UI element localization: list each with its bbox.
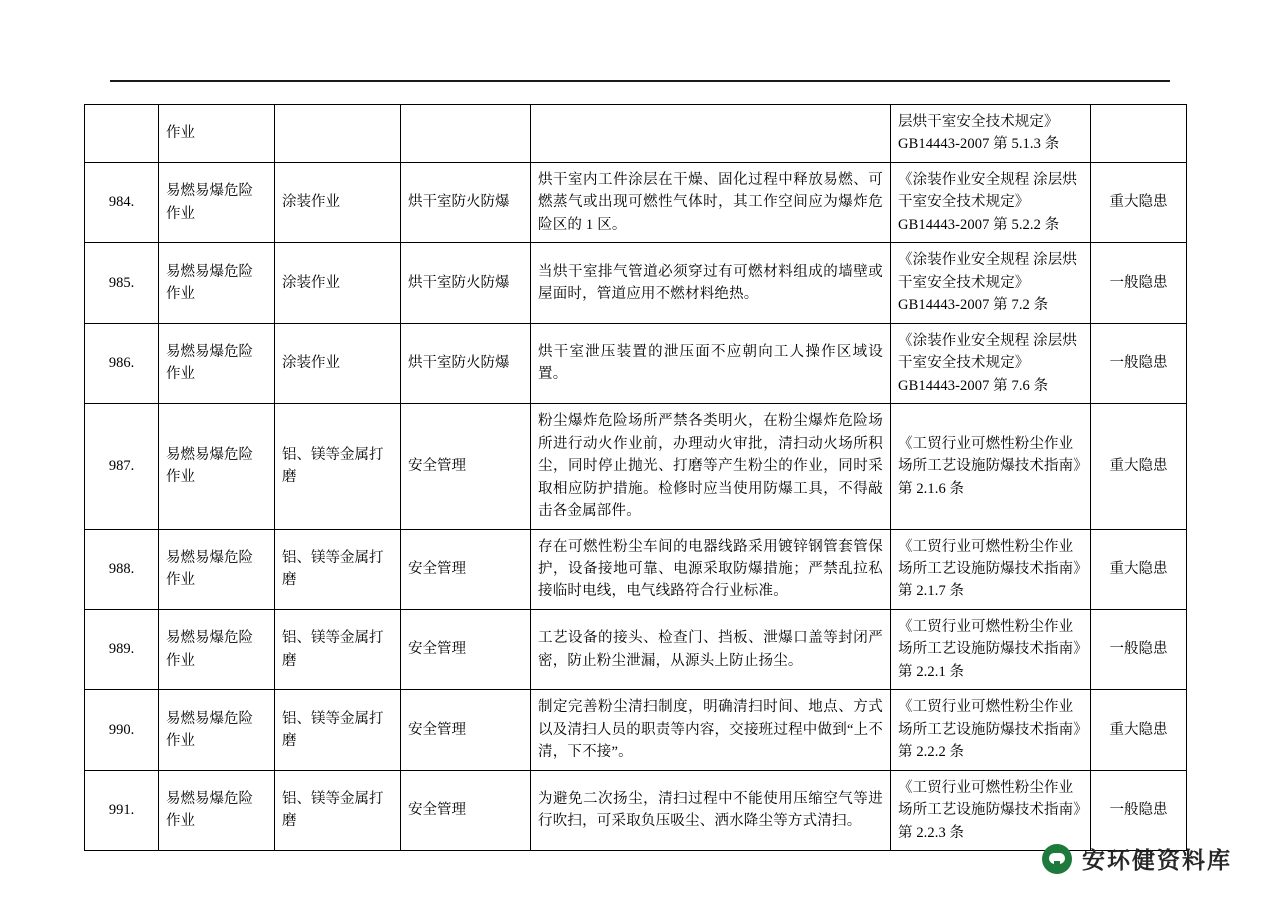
hazard-table-container <box>84 104 1186 851</box>
header-divider <box>110 80 1170 82</box>
cell-description <box>531 105 891 163</box>
cell-category: 易燃易爆危险作业 <box>159 243 275 323</box>
cell-level: 重大隐患 <box>1091 404 1187 529</box>
cell-category: 易燃易爆危险作业 <box>159 162 275 242</box>
cell-activity: 铝、镁等金属打磨 <box>275 609 401 689</box>
cell-category: 易燃易爆危险作业 <box>159 690 275 770</box>
cell-level: 一般隐患 <box>1091 323 1187 403</box>
cell-description: 烘干室泄压装置的泄压面不应朝向工人操作区域设置。 <box>531 323 891 403</box>
cell-number: 991. <box>85 770 159 850</box>
table-row <box>85 690 1187 770</box>
cell-level: 重大隐患 <box>1091 529 1187 609</box>
cell-description: 工艺设备的接头、检查门、挡板、泄爆口盖等封闭严密，防止粉尘泄漏，从源头上防止扬尘。 <box>531 609 891 689</box>
cell-category: 易燃易爆危险作业 <box>159 529 275 609</box>
cell-activity <box>275 105 401 163</box>
cell-activity: 涂装作业 <box>275 323 401 403</box>
cell-number: 984. <box>85 162 159 242</box>
cell-item: 安全管理 <box>401 404 531 529</box>
table-row <box>85 105 1187 163</box>
cell-number <box>85 105 159 163</box>
cell-description: 为避免二次扬尘，清扫过程中不能使用压缩空气等进行吹扫，可采取负压吸尘、洒水降尘等方式清扫。 <box>531 770 891 850</box>
cell-description: 存在可燃性粉尘车间的电器线路采用镀锌钢管套管保护，设备接地可靠、电源采取防爆措施；严禁乱拉私接临时电线，电气线路符合行业标准。 <box>531 529 891 609</box>
cell-category: 易燃易爆危险作业 <box>159 770 275 850</box>
cell-category: 易燃易爆危险作业 <box>159 323 275 403</box>
cell-level: 重大隐患 <box>1091 690 1187 770</box>
cell-description: 当烘干室排气管道必须穿过有可燃材料组成的墙壁或屋面时，管道应用不燃材料绝热。 <box>531 243 891 323</box>
cell-basis: 《工贸行业可燃性粉尘作业场所工艺设施防爆技术指南》第 2.2.1 条 <box>891 609 1091 689</box>
cell-activity: 铝、镁等金属打磨 <box>275 770 401 850</box>
cell-basis: 《工贸行业可燃性粉尘作业场所工艺设施防爆技术指南》第 2.1.7 条 <box>891 529 1091 609</box>
cell-number: 988. <box>85 529 159 609</box>
cell-description: 烘干室内工件涂层在干燥、固化过程中释放易燃、可燃蒸气或出现可燃性气体时，其工作空间应为爆炸危险区的 1 区。 <box>531 162 891 242</box>
cell-level: 一般隐患 <box>1091 609 1187 689</box>
cell-description: 制定完善粉尘清扫制度，明确清扫时间、地点、方式以及清扫人员的职责等内容，交接班过程中做到“上不清，下不接”。 <box>531 690 891 770</box>
hazard-table <box>84 104 1187 851</box>
cell-description: 粉尘爆炸危险场所严禁各类明火，在粉尘爆炸危险场所进行动火作业前，办理动火审批，清扫动火场所积尘，同时停止抛光、打磨等产生粉尘的作业，同时采取相应防护措施。检修时应当使用防爆工具，不得敲击各金属部件。 <box>531 404 891 529</box>
cell-basis: 《涂装作业安全规程 涂层烘干室安全技术规定》GB14443-2007 第 7.2 条 <box>891 243 1091 323</box>
cell-number: 987. <box>85 404 159 529</box>
table-row <box>85 770 1187 850</box>
cell-number: 985. <box>85 243 159 323</box>
cell-basis: 《涂装作业安全规程 涂层烘干室安全技术规定》GB14443-2007 第 5.2.2 条 <box>891 162 1091 242</box>
cell-number: 986. <box>85 323 159 403</box>
cell-item: 烘干室防火防爆 <box>401 243 531 323</box>
table-row <box>85 243 1187 323</box>
cell-level: 一般隐患 <box>1091 243 1187 323</box>
cell-basis: 《工贸行业可燃性粉尘作业场所工艺设施防爆技术指南》第 2.1.6 条 <box>891 404 1091 529</box>
cell-item <box>401 105 531 163</box>
cell-activity: 涂装作业 <box>275 243 401 323</box>
cell-activity: 铝、镁等金属打磨 <box>275 529 401 609</box>
cell-item: 安全管理 <box>401 690 531 770</box>
cell-basis: 《工贸行业可燃性粉尘作业场所工艺设施防爆技术指南》第 2.2.3 条 <box>891 770 1091 850</box>
cell-activity: 铝、镁等金属打磨 <box>275 404 401 529</box>
cell-item: 安全管理 <box>401 770 531 850</box>
cell-item: 烘干室防火防爆 <box>401 162 531 242</box>
table-row <box>85 609 1187 689</box>
cell-activity: 铝、镁等金属打磨 <box>275 690 401 770</box>
table-row <box>85 162 1187 242</box>
wechat-green-logo-icon <box>1042 844 1072 874</box>
watermark <box>1042 842 1232 875</box>
cell-level <box>1091 105 1187 163</box>
cell-category: 易燃易爆危险作业 <box>159 404 275 529</box>
watermark-label: 安环健资料库 <box>1082 847 1232 873</box>
table-row <box>85 529 1187 609</box>
cell-category: 作业 <box>159 105 275 163</box>
table-row <box>85 323 1187 403</box>
cell-number: 989. <box>85 609 159 689</box>
cell-number: 990. <box>85 690 159 770</box>
cell-basis: 《工贸行业可燃性粉尘作业场所工艺设施防爆技术指南》第 2.2.2 条 <box>891 690 1091 770</box>
cell-basis: 《涂装作业安全规程 涂层烘干室安全技术规定》GB14443-2007 第 7.6 条 <box>891 323 1091 403</box>
cell-level: 一般隐患 <box>1091 770 1187 850</box>
cell-item: 安全管理 <box>401 529 531 609</box>
cell-basis: 层烘干室安全技术规定》GB14443-2007 第 5.1.3 条 <box>891 105 1091 163</box>
cell-item: 烘干室防火防爆 <box>401 323 531 403</box>
cell-level: 重大隐患 <box>1091 162 1187 242</box>
cell-activity: 涂装作业 <box>275 162 401 242</box>
table-row <box>85 404 1187 529</box>
cell-item: 安全管理 <box>401 609 531 689</box>
cell-category: 易燃易爆危险作业 <box>159 609 275 689</box>
